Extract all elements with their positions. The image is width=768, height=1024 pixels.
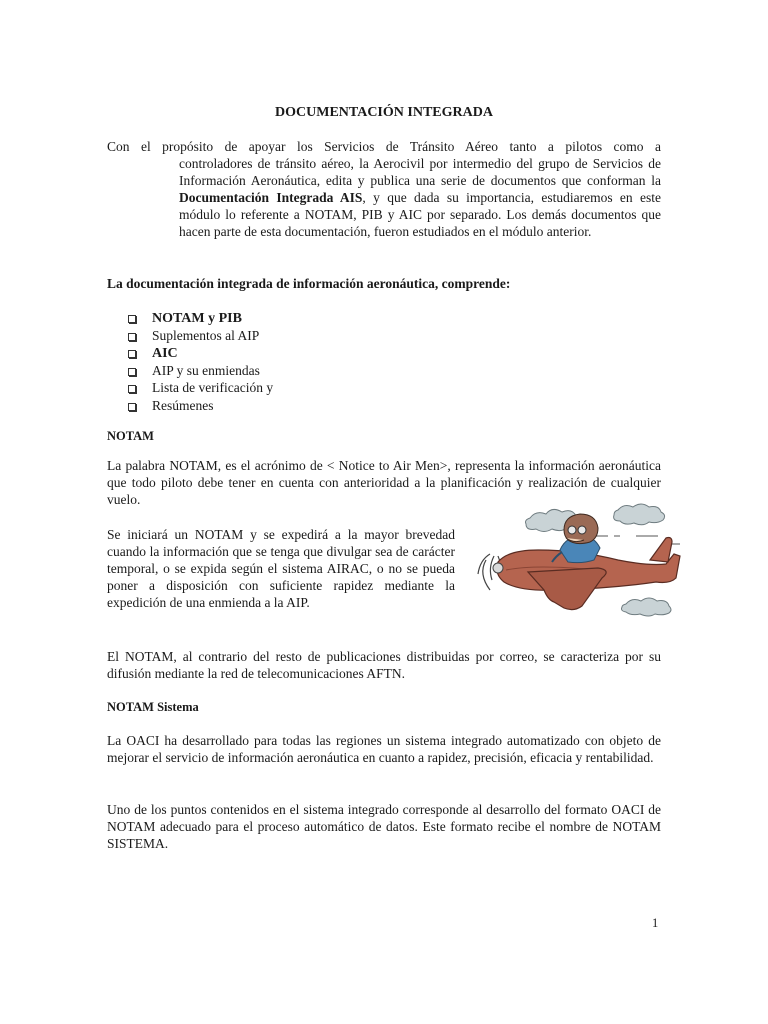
square-bullet-icon bbox=[128, 385, 136, 393]
page-title: DOCUMENTACIÓN INTEGRADA bbox=[275, 105, 493, 120]
list-item-label: Resúmenes bbox=[152, 397, 214, 413]
list-item bbox=[128, 379, 273, 397]
square-bullet-icon bbox=[128, 368, 136, 376]
notam-heading: NOTAM bbox=[107, 429, 154, 443]
list-item bbox=[128, 397, 273, 415]
documentation-list bbox=[128, 309, 273, 414]
list-item bbox=[128, 344, 273, 362]
list-heading: La documentación integrada de información aeronáutica, comprende: bbox=[107, 276, 511, 291]
intro-indented-text bbox=[179, 155, 661, 240]
intro-text-after-bold: , y que dada su importancia, estudiaremos en este módulo lo referente a NOTAM, PIB y AIC por separado. Los demás documentos que hacen parte de esta documentación, fueron estudiados en el módulo anterior. bbox=[179, 190, 661, 239]
cartoon-airplane-pilot-icon bbox=[468, 500, 688, 620]
notam-sistema-heading: NOTAM Sistema bbox=[107, 700, 199, 714]
intro-paragraph bbox=[107, 138, 661, 240]
intro-first-line: Con el propósito de apoyar los Servicios de Tránsito Aéreo tanto a pilotos como a bbox=[107, 139, 661, 154]
list-item-label: AIC bbox=[152, 346, 178, 361]
notam-paragraph-issuance: Se iniciará un NOTAM y se expedirá a la mayor brevedad cuando la información que se tenga que divulgar sea de carácter temporal, o se expida según el sistema AIRAC, o no se pueda poner a disposición con suficiente rapidez mediante la expedición de una enmienda a la AIP. bbox=[107, 527, 455, 610]
intro-bold-term: Documentación Integrada AIS bbox=[179, 190, 363, 205]
page-number: 1 bbox=[652, 916, 659, 930]
cloud-icon bbox=[614, 504, 665, 525]
square-bullet-icon bbox=[128, 350, 136, 358]
square-bullet-icon bbox=[128, 403, 136, 411]
sistema-paragraph-oaci: La OACI ha desarrollado para todas las regiones un sistema integrado automatizado con objeto de mejorar el servicio de información aeronáutica en cuanto a rapidez, precisión, eficacia y rentabilidad. bbox=[107, 733, 661, 765]
square-bullet-icon bbox=[128, 315, 136, 323]
notam-paragraph-definition: La palabra NOTAM, es el acrónimo de < Notice to Air Men>, representa la información aeronáutica que todo piloto debe tener en cuenta con anterioridad a la planificación y realización de cualquier vuelo. bbox=[107, 458, 661, 507]
list-item-label: AIP y su enmiendas bbox=[152, 362, 260, 378]
notam-paragraph-distribution: El NOTAM, al contrario del resto de publicaciones distribuidas por correo, se caracteriza por su difusión mediante la red de telecomunicaciones AFTN. bbox=[107, 649, 661, 681]
list-item-label: Suplementos al AIP bbox=[152, 327, 260, 343]
list-item-label: NOTAM y PIB bbox=[152, 311, 242, 326]
square-bullet-icon bbox=[128, 333, 136, 341]
list-item bbox=[128, 309, 273, 327]
list-item bbox=[128, 362, 273, 380]
list-item-label: Lista de verificación y bbox=[152, 380, 274, 395]
list-item bbox=[128, 327, 273, 345]
sistema-paragraph-format: Uno de los puntos contenidos en el sistema integrado corresponde al desarrollo del formato OACI de NOTAM adecuado para el proceso automático de datos. Este formato recibe el nombre de NOTAM SISTEMA. bbox=[107, 802, 661, 851]
intro-text-before-bold: controladores de tránsito aéreo, la Aerocivil por intermedio del grupo de Servicios de Información Aeronáutica, edita y publica una serie de documentos que conforman la bbox=[179, 156, 661, 188]
cloud-icon bbox=[622, 598, 672, 616]
